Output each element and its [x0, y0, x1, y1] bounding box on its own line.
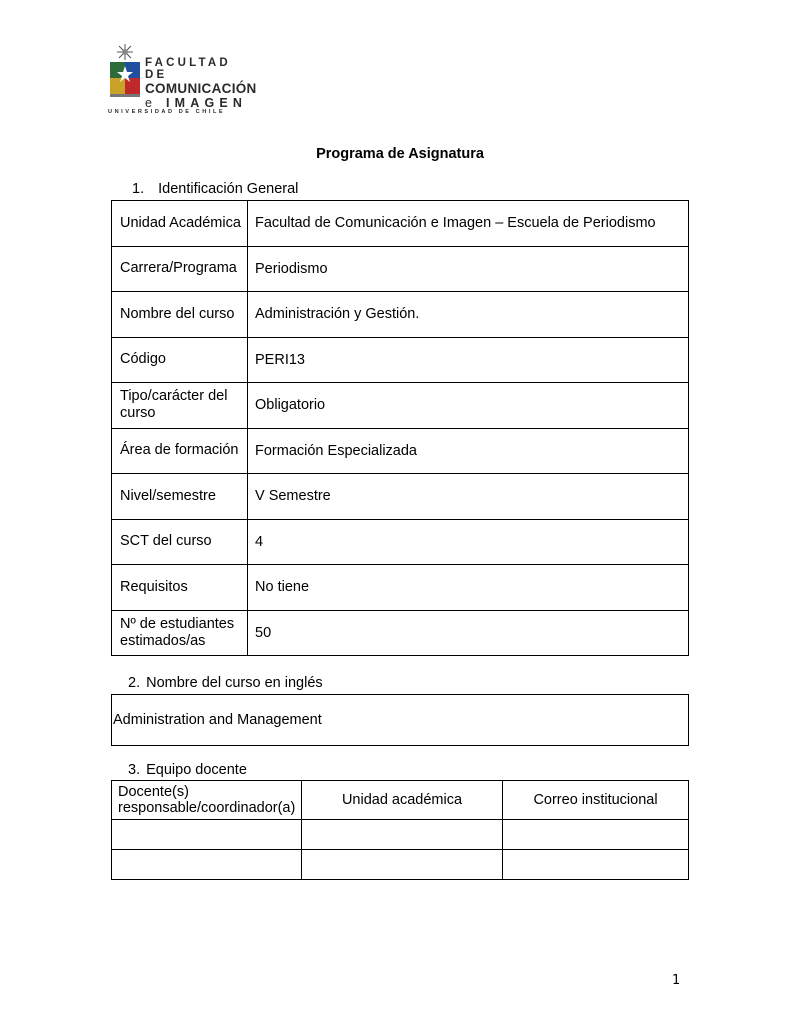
row-value: Administración y Gestión.	[248, 292, 689, 338]
table-row	[112, 292, 689, 338]
empty-cell	[503, 850, 689, 880]
section-1-label: Identificación General	[158, 181, 299, 197]
table-row	[112, 519, 689, 565]
table-row	[112, 201, 689, 247]
table-header-row	[112, 781, 689, 820]
row-label: Carrera/Programa	[112, 246, 248, 292]
table-row	[112, 565, 689, 611]
empty-cell	[503, 820, 689, 850]
section-1-number: 1.	[132, 181, 145, 197]
university-seal-icon	[107, 42, 143, 106]
row-label: Nombre del curso	[112, 292, 248, 338]
english-course-name: Administration and Management	[112, 695, 689, 746]
header-correo: Correo institucional	[503, 781, 689, 820]
section-1-heading	[132, 181, 298, 197]
row-label: Nº de estudiantes estimados/as	[112, 610, 248, 656]
section-3-label: Equipo docente	[146, 762, 247, 778]
table-row	[112, 850, 689, 880]
logo-text	[145, 58, 257, 109]
row-value: Obligatorio	[248, 383, 689, 429]
row-label: SCT del curso	[112, 519, 248, 565]
row-value: Periodismo	[248, 246, 689, 292]
logo-line-2: COMUNICACIÓN	[145, 81, 257, 96]
row-label: Código	[112, 337, 248, 383]
table-row	[112, 695, 689, 746]
row-label: Tipo/carácter del curso	[112, 383, 248, 429]
row-value: No tiene	[248, 565, 689, 611]
section-2-label: Nombre del curso en inglés	[146, 675, 323, 691]
table-row	[112, 246, 689, 292]
table-row	[112, 474, 689, 520]
header-docente: Docente(s) responsable/coordinador(a)	[112, 781, 302, 820]
page-title: Programa de Asignatura	[316, 146, 484, 162]
faculty-logo	[107, 42, 257, 118]
english-name-table	[111, 694, 689, 746]
identification-table	[111, 200, 689, 656]
row-label: Unidad Académica	[112, 201, 248, 247]
empty-cell	[112, 820, 302, 850]
logo-university: UNIVERSIDAD DE CHILE	[108, 109, 226, 115]
row-value: PERI13	[248, 337, 689, 383]
row-label: Requisitos	[112, 565, 248, 611]
teaching-team-table	[111, 780, 689, 880]
logo-line-1: FACULTAD DE	[145, 57, 231, 81]
row-label: Nivel/semestre	[112, 474, 248, 520]
row-value: Facultad de Comunicación e Imagen – Escuela de Periodismo	[248, 201, 689, 247]
section-3-heading	[128, 762, 247, 778]
empty-cell	[112, 850, 302, 880]
section-2-heading	[128, 675, 323, 691]
table-row	[112, 383, 689, 429]
section-2-number: 2.	[128, 675, 141, 691]
row-value: V Semestre	[248, 474, 689, 520]
page-number: 1	[672, 973, 681, 988]
section-3-number: 3.	[128, 762, 141, 778]
row-value: 4	[248, 519, 689, 565]
table-row	[112, 337, 689, 383]
table-row	[112, 428, 689, 474]
row-value: Formación Especializada	[248, 428, 689, 474]
row-value: 50	[248, 610, 689, 656]
empty-cell	[302, 850, 503, 880]
table-row	[112, 820, 689, 850]
header-unidad: Unidad académica	[302, 781, 503, 820]
logo-line-3	[145, 97, 257, 110]
logo-line-3-e: e	[145, 95, 152, 110]
logo-line-3-word: IMAGEN	[165, 95, 248, 110]
table-row	[112, 610, 689, 656]
row-label: Área de formación	[112, 428, 248, 474]
empty-cell	[302, 820, 503, 850]
